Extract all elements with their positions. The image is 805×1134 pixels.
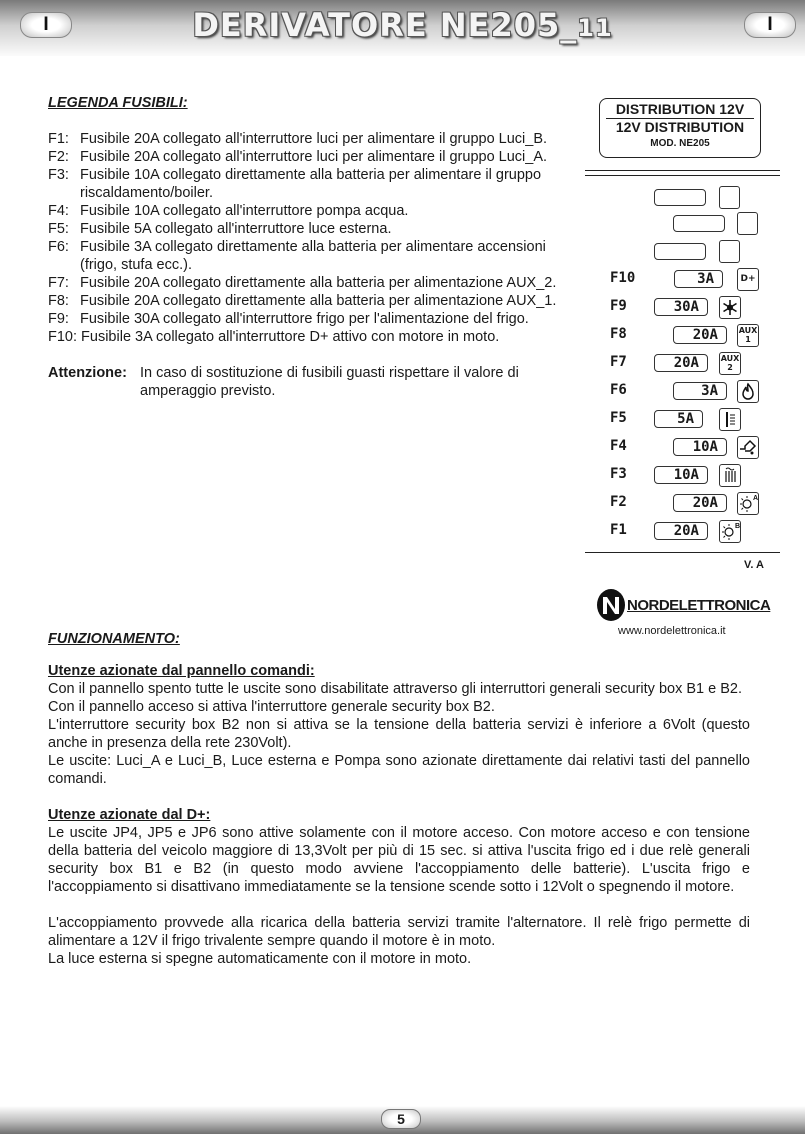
panel-paragraph: Con il pannello acceso si attiva l'interruttore generale security box B2. <box>48 699 495 715</box>
lamp-a-icon <box>737 492 759 515</box>
panel-fuse-code: F8 <box>610 326 627 342</box>
left-language-badge: I <box>20 12 72 38</box>
aux-1-icon <box>737 324 759 347</box>
legend-item-text: Fusibile 20A collegato all'interruttore luci per alimentare il gruppo Luci_A. <box>80 149 548 165</box>
legend-item <box>48 274 578 292</box>
legend-item-code: F9: <box>48 311 69 327</box>
panel-model: MOD. NE205 <box>650 138 710 149</box>
panel-fuse-code: F9 <box>610 298 627 314</box>
legend-item <box>48 202 578 220</box>
empty-fuse-slot <box>654 189 706 206</box>
panel-paragraph: L'interruttore security box B2 non si attiva se la tensione della batteria servizi è inferiore a 6Volt (questo anche in presenza della rete 230Volt). <box>48 717 750 751</box>
funzionamento-section <box>48 630 750 968</box>
attention-label: Attenzione: <box>48 365 127 381</box>
water-pump-icon <box>737 436 759 459</box>
panel-fuse-code: F2 <box>610 494 627 510</box>
brand-name: NORDELETTRONICA <box>627 597 771 614</box>
legend-item <box>48 148 578 166</box>
panel-fuse-value-text: 10A <box>673 467 699 483</box>
outdoor-light-icon <box>719 408 741 431</box>
legend-item <box>48 166 578 202</box>
snowflake-icon <box>719 296 741 319</box>
empty-fuse-slot <box>654 243 706 260</box>
closing-paragraphs <box>48 914 750 968</box>
legend-item-code: F5: <box>48 221 69 237</box>
aux-2-icon <box>719 352 741 375</box>
legend-item-text: Fusibile 20A collegato direttamente alla batteria per alimentazione AUX_1. <box>80 293 557 309</box>
closing-paragraph: La luce esterna si spegne automaticamente con il motore in moto. <box>48 951 472 967</box>
legend-item <box>48 220 578 238</box>
panel-fuse-value-text: 5A <box>677 411 694 427</box>
panel-fuse-code: F6 <box>610 382 627 398</box>
panel-fuse-value <box>654 466 708 484</box>
panel-fuse-value-text: 3A <box>697 271 714 287</box>
distribution-panel-label <box>599 98 761 158</box>
panel-paragraph: Le uscite: Luci_A e Luci_B, Luce esterna e Pompa sono azionate direttamente dai relativi tasti del pannello comandi. <box>48 753 750 787</box>
legend-list <box>48 130 578 328</box>
heater-icon <box>719 464 741 487</box>
attention-note <box>48 364 578 400</box>
right-language-badge: I <box>744 12 796 38</box>
legend-item-code: F8: <box>48 293 69 309</box>
page-number: 5 <box>381 1109 421 1129</box>
panel-fuse-value <box>673 382 727 400</box>
svg-text:B: B <box>735 523 740 530</box>
empty-fuse-slot <box>673 215 725 232</box>
panel-label-line2: 12V DISTRIBUTION <box>615 119 745 135</box>
panel-fuse-code: F1 <box>610 522 627 538</box>
legend-item-text: Fusibile 20A collegato direttamente alla batteria per alimentazione AUX_2. <box>80 275 557 291</box>
fuse-legend <box>48 94 578 400</box>
panel-fuse-value <box>673 494 727 512</box>
panel-fuse-value <box>654 410 703 428</box>
closing-paragraph: L'accoppiamento provvede alla ricarica della batteria servizi tramite l'alternatore. Il relè frigo permette di alimentare a 12V il frigo trivalente sempre quando il motore è in moto. <box>48 915 750 949</box>
panel-fuse-code: F3 <box>610 466 627 482</box>
panel-fuse-value <box>654 522 708 540</box>
legend-item-text: Fusibile 3A collegato direttamente alla batteria per alimentare accensioni (frigo, stufa ecc.). <box>80 239 546 273</box>
attention-text: In caso di sostituzione di fusibili guasti rispettare il valore di amperaggio previsto. <box>140 365 519 399</box>
panel-fuse-value-text: 20A <box>692 495 718 511</box>
legend-title: LEGENDA FUSIBILI: <box>48 95 188 111</box>
legend-item-text: Fusibile 10A collegato all'interruttore pompa acqua. <box>80 203 409 219</box>
brand-mark-icon <box>596 588 626 622</box>
panel-fuse-code: F7 <box>610 354 627 370</box>
lamp-b-icon <box>719 520 741 543</box>
legend-item-f10: F10: Fusibile 3A collegato all'interruttore D+ attivo con motore in moto. <box>48 329 500 345</box>
brand-url: www.nordelettronica.it <box>618 625 726 637</box>
flame-icon <box>737 380 759 403</box>
panel-fuse-value-text: 3A <box>701 383 718 399</box>
legend-item <box>48 310 578 328</box>
legend-item-code: F7: <box>48 275 69 291</box>
panel-fuse-code: F10 <box>610 270 636 286</box>
legend-item-text: Fusibile 10A collegato direttamente alla batteria per alimentare il gruppo riscaldamento/boiler. <box>80 167 542 201</box>
panel-top-line-2 <box>585 175 780 176</box>
page-header <box>0 0 805 56</box>
panel-fuse-value-text: 10A <box>692 439 718 455</box>
panel-fuse-code: F4 <box>610 438 627 454</box>
aux-2-icon-label: AUX 2 <box>720 354 740 372</box>
panel-fuse-value-text: 20A <box>673 355 699 371</box>
subsection-dplus-body: Le uscite JP4, JP5 e JP6 sono attive solamente con il motore acceso. Con motore acceso e con tensione della batteria del veicolo maggiore di 13,3Volt per più di 15 sec. si attiva l'uscita frigo ed i due relè generali security box B1 e B2 (in questo modo avviene l'accoppiamento delle batterie). L'uscita frigo e l'accoppiamento si disattivano immediatamente se la tensione scende sotto i 12Volt o spegnendo il motore. <box>48 825 750 895</box>
d-plus-icon-label: D+ <box>740 274 756 284</box>
panel-fuse-value <box>673 438 727 456</box>
page-title <box>0 6 805 44</box>
d-plus-icon <box>737 268 759 291</box>
legend-item-code: F2: <box>48 149 69 165</box>
legend-item <box>48 292 578 310</box>
panel-fuse-value-text: 30A <box>673 299 699 315</box>
legend-item-code: F6: <box>48 239 69 255</box>
aux-1-icon-label: AUX 1 <box>738 326 758 344</box>
panel-fuse-value-text: 20A <box>692 327 718 343</box>
panel-bottom-line <box>585 552 780 553</box>
panel-fuse-value-text: 20A <box>673 523 699 539</box>
empty-icon-slot <box>719 240 740 263</box>
panel-fuse-value <box>654 298 708 316</box>
panel-fuse-value <box>674 270 723 288</box>
panel-top-line <box>585 170 780 171</box>
page-title-suffix: 11 <box>577 14 613 42</box>
panel-fuse-code: F5 <box>610 410 627 426</box>
empty-icon-slot <box>719 186 740 209</box>
panel-label-line1: DISTRIBUTION 12V <box>615 101 745 117</box>
panel-fuse-value <box>654 354 708 372</box>
page-title-text: DERIVATORE NE205_ <box>192 6 578 44</box>
brand-logo <box>596 588 771 622</box>
legend-item-code: F1: <box>48 131 69 147</box>
legend-item-text: Fusibile 30A collegato all'interruttore frigo per l'alimentazione del frigo. <box>80 311 529 327</box>
panel-version: V. A <box>744 559 764 571</box>
legend-item <box>48 130 578 148</box>
funzionamento-title: FUNZIONAMENTO: <box>48 631 180 647</box>
panel-fuse-value <box>673 326 727 344</box>
panel-paragraph: Con il pannello spento tutte le uscite sono disabilitate attraverso gli interruttori generali security box B1 e B2. <box>48 681 742 697</box>
svg-text:A: A <box>753 495 758 502</box>
page-footer <box>0 1106 805 1134</box>
legend-item-text: Fusibile 5A collegato all'interruttore luce esterna. <box>80 221 392 237</box>
subsection-dplus-title: Utenze azionate dal D+: <box>48 807 211 823</box>
legend-item-code: F3: <box>48 167 69 183</box>
empty-icon-slot <box>737 212 758 235</box>
legend-item-text: Fusibile 20A collegato all'interruttore luci per alimentare il gruppo Luci_B. <box>80 131 548 147</box>
legend-item-code: F4: <box>48 203 69 219</box>
legend-item <box>48 238 578 274</box>
subsection-panel-body <box>48 680 750 788</box>
subsection-panel-title: Utenze azionate dal pannello comandi: <box>48 663 315 679</box>
